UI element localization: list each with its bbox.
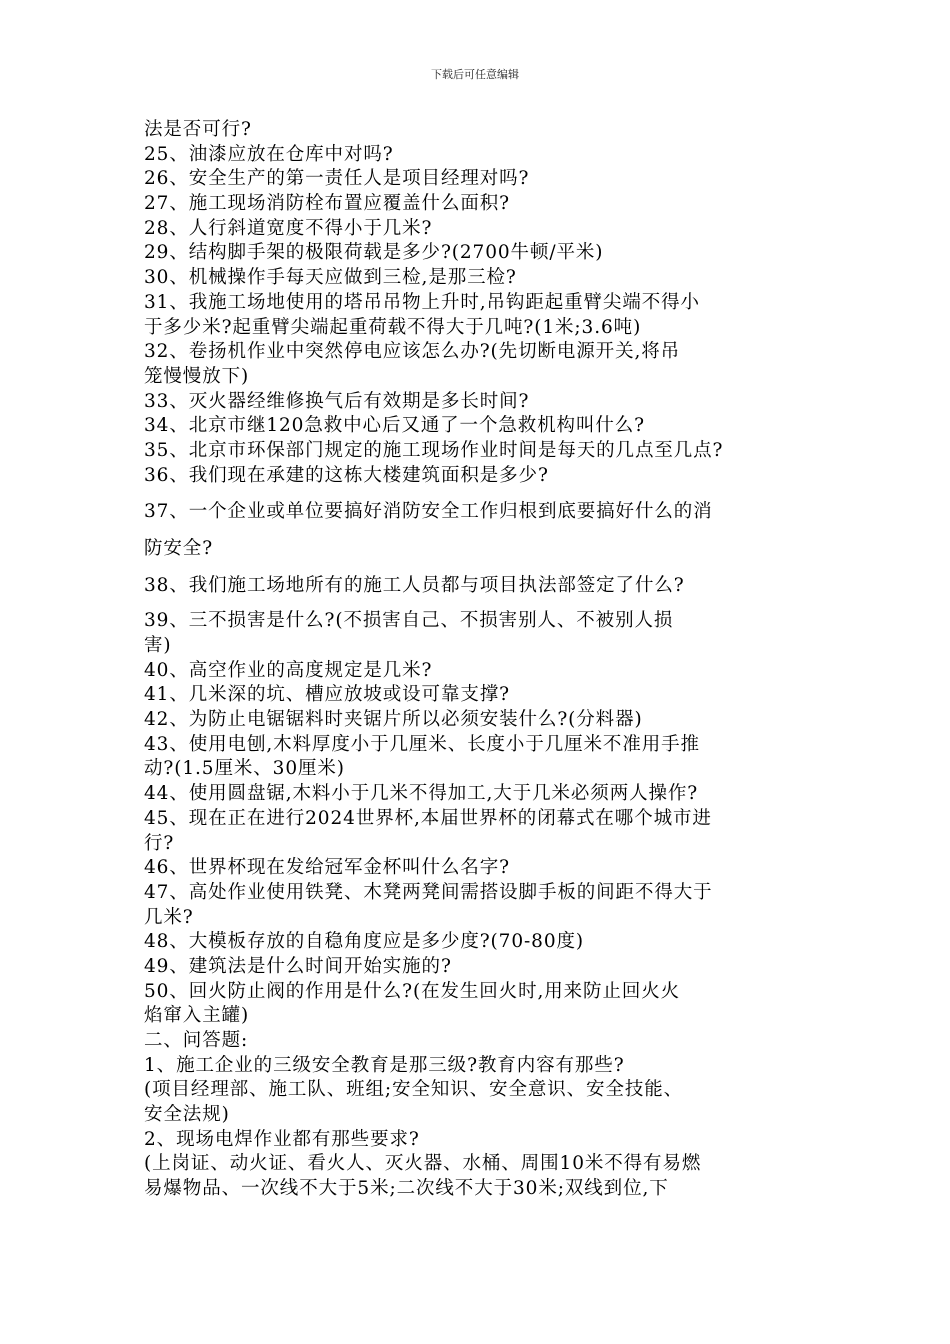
question-28: 28、人行斜道宽度不得小于几米? [144,217,433,239]
qa-1-answer: (项目经理部、施工队、班组;安全知识、安全意识、安全技能、 [144,1079,684,1101]
question-48: 48、大模板存放的自稳角度应是多少度?(70-80度) [144,931,585,953]
question-26: 26、安全生产的第一责任人是项目经理对吗? [144,168,530,190]
question-47: 47、高处作业使用铁凳、木凳两凳间需搭设脚手板的间距不得大于 [144,881,713,903]
question-29: 29、结构脚手架的极限荷载是多少?(2700牛顿/平米) [144,242,604,264]
question-39: 39、三不损害是什么?(不损害自己、不损害别人、不被别人损 [144,610,674,632]
page-header: 下载后可任意编辑 [431,68,519,81]
question-32: 32、卷扬机作业中突然停电应该怎么办?(先切断电源开关,将吊 [144,341,681,363]
question-42: 42、为防止电锯锯料时夹锯片所以必须安装什么?(分料器) [144,709,643,731]
question-50-cont: 焰窜入主罐) [144,1005,250,1027]
qa-2: 2、现场电焊作业都有那些要求? [144,1128,420,1150]
qa-1: 1、施工企业的三级安全教育是那三级?教育内容有那些? [144,1054,625,1076]
question-38: 38、我们施工场地所有的施工人员都与项目执法部签定了什么? [144,575,685,597]
question-50: 50、回火防止阀的作用是什么?(在发生回火时,用来防止回火火 [144,980,681,1002]
question-25: 25、油漆应放在仓库中对吗? [144,143,394,165]
question-33: 33、灭火器经维修换气后有效期是多长时间? [144,390,530,412]
text-line: 法是否可行? [144,119,252,140]
question-41: 41、几米深的坑、槽应放坡或设可靠支撑? [144,684,510,706]
qa-2-answer: (上岗证、动火证、看火人、灭火器、水桶、周围10米不得有易燃 [144,1153,702,1175]
question-37-cont: 防安全? [144,538,214,560]
question-31-cont: 于多少米?起重臂尖端起重荷载不得大于几吨?(1米;3.6吨) [144,316,642,338]
question-37: 37、一个企业或单位要搞好消防安全工作归根到底要搞好什么的消 [144,501,713,523]
question-44: 44、使用圆盘锯,木料小于几米不得加工,大于几米必须两人操作? [144,783,699,805]
question-27: 27、施工现场消防栓布置应覆盖什么面积? [144,193,510,215]
question-43-cont: 动?(1.5厘米、30厘米) [144,758,345,780]
question-31: 31、我施工场地使用的塔吊吊物上升时,吊钩距起重臂尖端不得小 [144,291,700,313]
question-34: 34、北京市继120急救中心后又通了一个急救机构叫什么? [144,415,645,437]
question-45: 45、现在正在进行2024世界杯,本届世界杯的闭幕式在哪个城市进 [144,807,712,829]
question-36: 36、我们现在承建的这栋大楼建筑面积是多少? [144,464,549,486]
question-40: 40、高空作业的高度规定是几米? [144,659,433,681]
question-39-cont: 害) [144,635,172,656]
question-45-cont: 行? [144,832,175,854]
section-heading: 二、问答题: [144,1030,249,1051]
question-47-cont: 几米? [144,906,194,928]
document-body [144,118,812,1202]
question-32-cont: 笼慢慢放下) [144,365,250,387]
qa-1-answer-cont: 安全法规) [144,1104,230,1126]
question-43: 43、使用电刨,木料厚度小于几厘米、长度小于几厘米不准用手推 [144,733,700,755]
question-35: 35、北京市环保部门规定的施工现场作业时间是每天的几点至几点? [144,439,724,461]
qa-2-answer-cont: 易爆物品、一次线不大于5米;二次线不大于30米;双线到位,下 [144,1178,669,1200]
question-49: 49、建筑法是什么时间开始实施的? [144,955,452,977]
question-46: 46、世界杯现在发给冠军金杯叫什么名字? [144,857,510,879]
question-30: 30、机械操作手每天应做到三检,是那三检? [144,267,517,289]
